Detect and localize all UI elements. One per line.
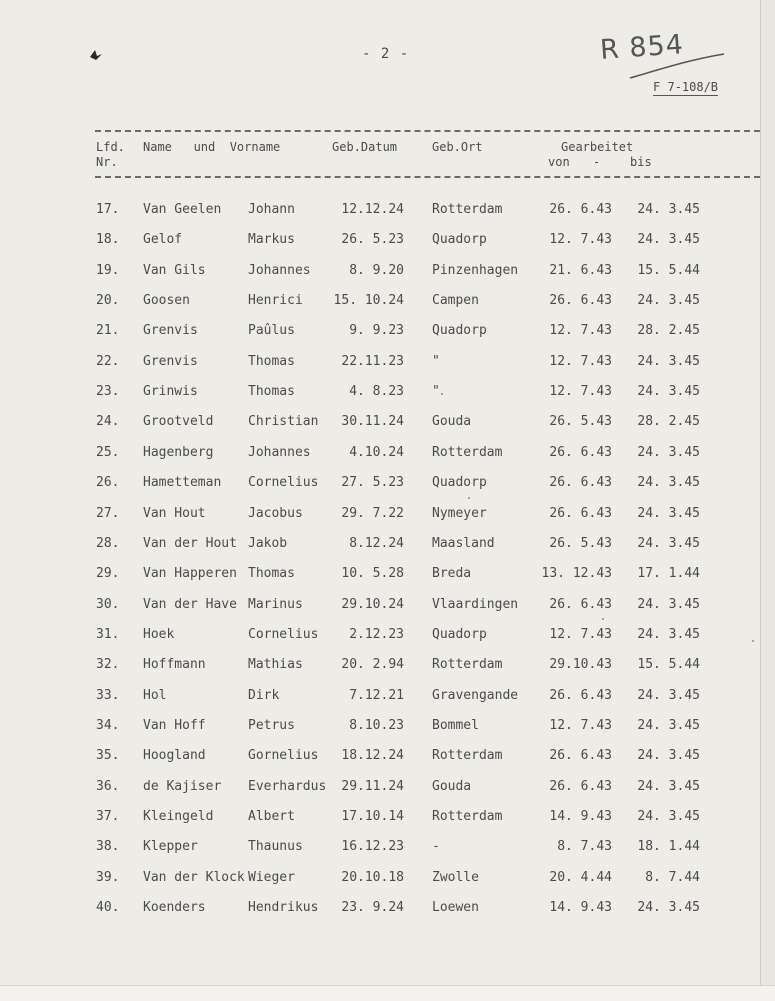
- row-number: 17.: [96, 202, 120, 217]
- birth-date: 29.11.24: [341, 778, 404, 794]
- birth-place: Quadorp: [432, 323, 487, 339]
- worked-until: 24. 3.45: [637, 293, 700, 309]
- worked-until: 18. 1.44: [637, 839, 700, 855]
- first-name: Christian: [248, 414, 319, 430]
- surname: Klepper: [143, 839, 198, 855]
- surname: Van der Have: [143, 596, 237, 612]
- surname: Grootveld: [143, 414, 214, 430]
- worked-until: 8. 7.44: [645, 869, 700, 885]
- surname: de Kajiser: [143, 778, 222, 794]
- first-name: Marinus: [248, 596, 303, 612]
- worked-until: 28. 2.45: [637, 414, 700, 430]
- worked-from: 26. 6.43: [549, 596, 612, 612]
- worked-from: 20. 4.44: [549, 869, 612, 885]
- surname: Kleingeld: [143, 809, 214, 824]
- worked-from: 13. 12.43: [541, 566, 612, 582]
- surname: Van Geelen: [143, 202, 222, 217]
- worked-until: 24. 3.45: [637, 778, 700, 794]
- birth-date: 18.12.24: [341, 748, 404, 764]
- birth-place: Rotterdam: [432, 657, 503, 673]
- birth-date: 4. 8.23: [349, 384, 404, 400]
- surname: Van Hout: [143, 505, 206, 521]
- birth-date: 26. 5.23: [341, 232, 404, 248]
- table-row: [0, 839, 760, 859]
- table-row: [0, 414, 760, 434]
- surname: Hoek: [143, 626, 175, 642]
- birth-date: 15. 10.24: [333, 293, 404, 309]
- first-name: Albert: [248, 809, 295, 824]
- worked-until: 24. 3.45: [637, 232, 700, 248]
- surname: Goosen: [143, 293, 190, 309]
- scan-frame-bottom: [0, 985, 775, 1001]
- worked-until: 24. 3.45: [637, 475, 700, 491]
- first-name: Johannes: [248, 262, 311, 278]
- birth-place: Rotterdam: [432, 202, 503, 217]
- table-row: [0, 809, 760, 829]
- worked-from: 14. 9.43: [549, 900, 612, 916]
- row-number: 22.: [96, 353, 120, 369]
- col-header-geb-ort: Geb.Ort: [432, 140, 483, 154]
- row-number: 27.: [96, 505, 120, 521]
- worked-until: 24. 3.45: [637, 687, 700, 703]
- first-name: Hendrikus: [248, 900, 319, 916]
- first-name: Gornelius: [248, 748, 319, 764]
- table-row: [0, 718, 760, 738]
- birth-date: 27. 5.23: [341, 475, 404, 491]
- birth-place: Quadorp: [432, 626, 487, 642]
- worked-from: 12. 7.43: [549, 717, 612, 733]
- first-name: Mathias: [248, 657, 303, 673]
- worked-until: 24. 3.45: [637, 353, 700, 369]
- worked-from: 26. 6.43: [549, 778, 612, 794]
- first-name: Henrici: [248, 293, 303, 309]
- first-name: Cornelius: [248, 475, 319, 491]
- birth-date: 4.10.24: [349, 444, 404, 460]
- worked-from: 26. 5.43: [549, 535, 612, 551]
- birth-date: 20. 2.94: [341, 657, 404, 673]
- row-number: 40.: [96, 900, 120, 916]
- worked-from: 26. 5.43: [549, 414, 612, 430]
- table-row: [0, 900, 760, 920]
- birth-date: 8. 9.20: [349, 262, 404, 278]
- birth-place: Zwolle: [432, 869, 479, 885]
- surname: Hametteman: [143, 475, 222, 491]
- row-number: 24.: [96, 414, 120, 430]
- worked-from: 12. 7.43: [549, 232, 612, 248]
- birth-place: Bommel: [432, 717, 479, 733]
- table-row: [0, 263, 760, 283]
- table-row: [0, 506, 760, 526]
- worked-from: 12. 7.43: [549, 384, 612, 400]
- surname: Van Hoff: [143, 717, 206, 733]
- table-row: [0, 232, 760, 252]
- col-header-bis: bis: [630, 155, 652, 169]
- birth-date: 23. 9.24: [341, 900, 404, 916]
- birth-date: 9. 9.23: [349, 323, 404, 339]
- worked-from: 12. 7.43: [549, 323, 612, 339]
- surname: Van der Hout: [143, 535, 237, 551]
- table-row: [0, 657, 760, 677]
- first-name: Wieger: [248, 869, 295, 885]
- birth-place: Breda: [432, 566, 472, 582]
- worked-until: 24. 3.45: [637, 626, 700, 642]
- birth-date: 12.12.24: [341, 202, 404, 217]
- worked-from: 12. 7.43: [549, 353, 612, 369]
- worked-until: 28. 2.45: [637, 323, 700, 339]
- row-number: 37.: [96, 809, 120, 824]
- surname: Van der Klock: [143, 869, 245, 885]
- birth-date: 17.10.14: [341, 809, 404, 824]
- row-number: 19.: [96, 262, 120, 278]
- worked-until: 24. 3.45: [637, 384, 700, 400]
- row-number: 30.: [96, 596, 120, 612]
- table-row: [0, 445, 760, 465]
- birth-place: Pinzenhagen: [432, 262, 519, 278]
- row-number: 31.: [96, 626, 120, 642]
- col-header-lfd: Lfd.: [96, 140, 125, 154]
- table-row: [0, 779, 760, 799]
- col-header-geb-datum: Geb.Datum: [332, 140, 398, 154]
- row-number: 21.: [96, 323, 120, 339]
- birth-date: 8.12.24: [349, 535, 404, 551]
- row-number: 39.: [96, 869, 120, 885]
- worked-until: 24. 3.45: [637, 596, 700, 612]
- birth-place: -: [432, 839, 440, 855]
- first-name: Cornelius: [248, 626, 319, 642]
- birth-place: Quadorp: [432, 232, 487, 248]
- archive-mark: R 854: [599, 29, 685, 66]
- col-header-name: Name und Vorname: [143, 140, 281, 154]
- birth-date: 10. 5.28: [341, 566, 404, 582]
- first-name: Petrus: [248, 717, 295, 733]
- row-number: 26.: [96, 475, 120, 491]
- first-name: Markus: [248, 232, 295, 248]
- table-row: [0, 293, 760, 313]
- worked-from: 26. 6.43: [549, 293, 612, 309]
- worked-from: 26. 6.43: [549, 687, 612, 703]
- worked-from: 12. 7.43: [549, 626, 612, 642]
- row-number: 18.: [96, 232, 120, 248]
- worked-until: 24. 3.45: [637, 505, 700, 521]
- first-name: Johann: [248, 202, 295, 217]
- page-number: - 2 -: [362, 46, 410, 62]
- table-row: [0, 354, 760, 374]
- worked-from: 26. 6.43: [549, 202, 612, 217]
- paper-speck: [752, 640, 754, 642]
- birth-place: Loewen: [432, 900, 479, 916]
- birth-date: 8.10.23: [349, 717, 404, 733]
- birth-place: Quadorp: [432, 475, 487, 491]
- first-name: Thaunus: [248, 839, 303, 855]
- row-number: 23.: [96, 384, 120, 400]
- worked-until: 24. 3.45: [637, 809, 700, 824]
- birth-place: ": [432, 384, 440, 400]
- table-row: [0, 202, 760, 222]
- row-number: 32.: [96, 657, 120, 673]
- first-name: Jakob: [248, 535, 288, 551]
- worked-from: 29.10.43: [549, 657, 612, 673]
- birth-place: Maasland: [432, 535, 495, 551]
- row-number: 38.: [96, 839, 120, 855]
- first-name: Thomas: [248, 384, 295, 400]
- first-name: Everhardus: [248, 778, 327, 794]
- worked-until: 24. 3.45: [637, 900, 700, 916]
- row-number: 36.: [96, 778, 120, 794]
- worked-until: 24. 3.45: [637, 717, 700, 733]
- surname: Hoffmann: [143, 657, 206, 673]
- worked-from: 26. 6.43: [549, 505, 612, 521]
- surname: Grenvis: [143, 323, 198, 339]
- punch-hole-mark: [88, 48, 104, 62]
- col-header-dash: -: [593, 155, 601, 169]
- table-row: [0, 323, 760, 343]
- paper-speck: [441, 393, 443, 395]
- birth-place: ": [432, 353, 440, 369]
- birth-place: Rotterdam: [432, 748, 503, 764]
- worked-from: 26. 6.43: [549, 748, 612, 764]
- first-name: Thomas: [248, 566, 295, 582]
- birth-date: 30.11.24: [341, 414, 404, 430]
- header-top-rule: [95, 130, 760, 132]
- birth-date: 7.12.21: [349, 687, 404, 703]
- birth-date: 29. 7.22: [341, 505, 404, 521]
- first-name: Johannes: [248, 444, 311, 460]
- col-header-gearbeitet: Gearbeitet: [561, 140, 634, 154]
- worked-from: 26. 6.43: [549, 444, 612, 460]
- birth-date: 22.11.23: [341, 353, 404, 369]
- surname: Gelof: [143, 232, 183, 248]
- birth-date: 16.12.23: [341, 839, 404, 855]
- first-name: Dirk: [248, 687, 280, 703]
- worked-until: 15. 5.44: [637, 262, 700, 278]
- birth-date: 20.10.18: [341, 869, 404, 885]
- document-code: F 7-108/B: [653, 80, 719, 94]
- worked-until: 17. 1.44: [637, 566, 700, 582]
- table-row: [0, 748, 760, 768]
- row-number: 28.: [96, 535, 120, 551]
- table-row: [0, 566, 760, 586]
- birth-date: 2.12.23: [349, 626, 404, 642]
- table-row: [0, 384, 760, 404]
- birth-place: Gouda: [432, 414, 472, 430]
- surname: Hol: [143, 687, 167, 703]
- first-name: Jacobus: [248, 505, 303, 521]
- table-row: [0, 536, 760, 556]
- birth-place: Rotterdam: [432, 444, 503, 460]
- birth-place: Rotterdam: [432, 809, 503, 824]
- worked-from: 14. 9.43: [549, 809, 612, 824]
- worked-from: 21. 6.43: [549, 262, 612, 278]
- surname: Hoogland: [143, 748, 206, 764]
- birth-date: 29.10.24: [341, 596, 404, 612]
- table-row: [0, 597, 760, 617]
- col-header-von: von: [548, 155, 570, 169]
- row-number: 25.: [96, 444, 120, 460]
- paper-speck: [602, 618, 604, 620]
- row-number: 34.: [96, 717, 120, 733]
- pencil-stroke: [628, 52, 728, 82]
- table-row: [0, 870, 760, 890]
- table-row: [0, 688, 760, 708]
- row-number: 29.: [96, 566, 120, 582]
- worked-until: 24. 3.45: [637, 748, 700, 764]
- worked-until: 24. 3.45: [637, 535, 700, 551]
- birth-place: Vlaardingen: [432, 596, 519, 612]
- table-row: [0, 475, 760, 495]
- worked-until: 24. 3.45: [637, 202, 700, 217]
- worked-until: 15. 5.44: [637, 657, 700, 673]
- surname: Koenders: [143, 900, 206, 916]
- first-name: Paûlus: [248, 323, 295, 339]
- surname: Van Happeren: [143, 566, 237, 582]
- worked-from: 26. 6.43: [549, 475, 612, 491]
- surname: Van Gils: [143, 262, 206, 278]
- surname: Grenvis: [143, 353, 198, 369]
- header-bottom-rule: [95, 176, 760, 178]
- paper-speck: [468, 497, 470, 499]
- surname: Hagenberg: [143, 444, 214, 460]
- row-number: 35.: [96, 748, 120, 764]
- row-number: 20.: [96, 293, 120, 309]
- birth-place: Gravengande: [432, 687, 519, 703]
- birth-place: Gouda: [432, 778, 472, 794]
- first-name: Thomas: [248, 353, 295, 369]
- row-number: 33.: [96, 687, 120, 703]
- birth-place: Nymeyer: [432, 505, 487, 521]
- col-header-nr: Nr.: [96, 155, 118, 169]
- surname: Grinwis: [143, 384, 198, 400]
- worked-from: 8. 7.43: [557, 839, 612, 855]
- birth-place: Campen: [432, 293, 479, 309]
- table-row: [0, 627, 760, 647]
- worked-until: 24. 3.45: [637, 444, 700, 460]
